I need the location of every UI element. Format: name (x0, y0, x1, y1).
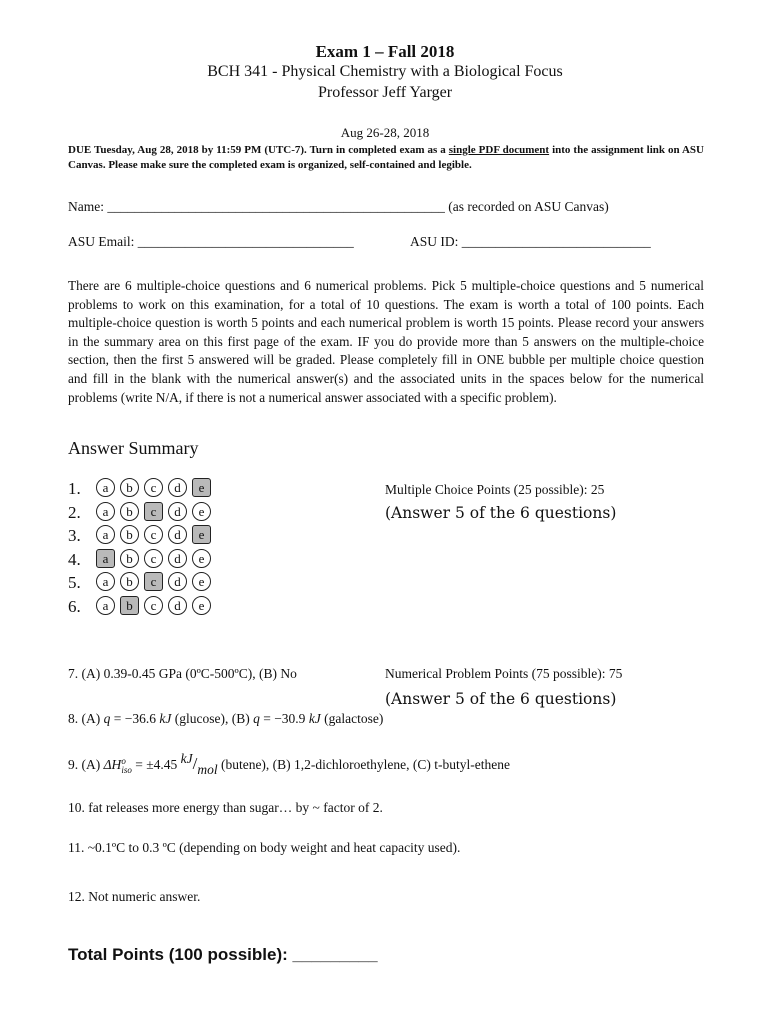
id-field (410, 234, 651, 250)
answer-10: 10. fat releases more energy than sugar… by ~ factor of 2. (68, 800, 383, 815)
answer-bubble-b[interactable]: b (120, 596, 139, 615)
instructions-paragraph: There are 6 multiple-choice questions and 6 numerical problems. Pick 5 multiple-choice questions and 5 numerical problems to work on this examination, for a total of 10 questions. The exam is worth a total of 100 points. Each multiple-choice question is worth 5 points and each numerical problem is worth 15 points. Please record your answers in the summary area on this first page of the exam. IF you do provide more than 5 answers on the multiple-choice section, then the first 5 answered will be graded. Please completely fill in ONE bubble per multiple choice question and fill in the blank with the numerical answer(s) and the associated units in the spaces below for the numerical problems (write N/A, if there is not a numerical answer associated with a specific problem). (68, 278, 704, 405)
mc-bubble-row (96, 525, 211, 544)
exam-title: Exam 1 – Fall 2018 (315, 42, 455, 61)
mc-bubble-row (96, 502, 211, 521)
answer-7: 7. (A) 0.39-0.45 GPa (0ºC-500ºC), (B) No (68, 666, 297, 681)
mc-bubble-row (96, 572, 211, 591)
course-title: BCH 341 - Physical Chemistry with a Biological Focus (207, 63, 563, 80)
answer-11: 11. ~0.1ºC to 0.3 ºC (depending on body weight and heat capacity used). (68, 840, 461, 855)
mc-points: Multiple Choice Points (25 possible): 25 (385, 482, 605, 497)
answer-bubble-d[interactable]: d (168, 525, 187, 544)
answer-bubble-c[interactable]: c (144, 502, 163, 521)
answer-8: 8. (A) q = −36.6 kJ (glucose), (B) q = −30.9 kJ (galactose) (68, 711, 384, 726)
mc-question-number: 6. (68, 597, 81, 616)
answer-bubble-a[interactable]: a (96, 596, 115, 615)
mc-question-number: 1. (68, 479, 81, 498)
mc-bubble-row (96, 478, 211, 497)
answer-bubble-e[interactable]: e (192, 549, 211, 568)
numerical-note: (Answer 5 of the 6 questions) (385, 690, 617, 708)
total-points: Total Points (100 possible): _________ (68, 945, 378, 964)
answer-bubble-e[interactable]: e (192, 596, 211, 615)
answer-bubble-a[interactable]: a (96, 502, 115, 521)
answer-summary-title: Answer Summary (68, 438, 199, 458)
mc-bubble-row (96, 549, 211, 568)
answer-bubble-b[interactable]: b (120, 572, 139, 591)
answer-bubble-c[interactable]: c (144, 525, 163, 544)
answer-bubble-c[interactable]: c (144, 572, 163, 591)
answer-bubble-b[interactable]: b (120, 525, 139, 544)
answer-bubble-b[interactable]: b (120, 549, 139, 568)
answer-bubble-b[interactable]: b (120, 478, 139, 497)
answer-bubble-d[interactable]: d (168, 549, 187, 568)
email-line: ________________________________ (137, 234, 354, 249)
email-field (68, 234, 354, 250)
answer-bubble-a[interactable]: a (96, 525, 115, 544)
exam-dates: Aug 26-28, 2018 (340, 125, 430, 140)
answer-bubble-e[interactable]: e (192, 502, 211, 521)
name-line: __________________________________________________ (107, 199, 445, 214)
name-field (68, 199, 609, 215)
answer-bubble-a[interactable]: a (96, 478, 115, 497)
id-label: ASU ID: (410, 234, 459, 249)
answer-bubble-b[interactable]: b (120, 502, 139, 521)
numerical-points: Numerical Problem Points (75 possible): 75 (385, 666, 623, 681)
answer-bubble-c[interactable]: c (144, 478, 163, 497)
answer-bubble-d[interactable]: d (168, 502, 187, 521)
answer-bubble-c[interactable]: c (144, 596, 163, 615)
email-label: ASU Email: (68, 234, 135, 249)
answer-bubble-e[interactable]: e (192, 525, 211, 544)
mc-question-number: 4. (68, 550, 81, 569)
id-line: ____________________________ (461, 234, 651, 249)
mc-question-number: 2. (68, 503, 81, 522)
name-note: (as recorded on ASU Canvas) (448, 199, 609, 214)
answer-bubble-a[interactable]: a (96, 549, 115, 568)
answer-bubble-e[interactable]: e (192, 478, 211, 497)
answer-12: 12. Not numeric answer. (68, 889, 201, 904)
answer-bubble-d[interactable]: d (168, 596, 187, 615)
mc-question-number: 3. (68, 526, 81, 545)
mc-bubble-row (96, 596, 211, 615)
mc-question-number: 5. (68, 573, 81, 592)
name-label: Name: (68, 199, 104, 214)
due-notice: DUE Tuesday, Aug 28, 2018 by 11:59 PM (UTC-7). Turn in completed exam as a single PDF document into the assignment link on ASU Canvas. Please make sure the completed exam is organized, self-contained and legible. (68, 144, 704, 171)
answer-bubble-e[interactable]: e (192, 572, 211, 591)
answer-bubble-c[interactable]: c (144, 549, 163, 568)
answer-9: 9. (A) ΔH o iso = ±4.45 kJ/mol (butene), (B) 1,2-dichloroethylene, (C) t-butyl-ethene (68, 751, 510, 777)
answer-bubble-d[interactable]: d (168, 572, 187, 591)
professor-name: Professor Jeff Yarger (317, 84, 453, 101)
mc-note: (Answer 5 of the 6 questions) (385, 504, 617, 522)
answer-bubble-a[interactable]: a (96, 572, 115, 591)
answer-bubble-d[interactable]: d (168, 478, 187, 497)
